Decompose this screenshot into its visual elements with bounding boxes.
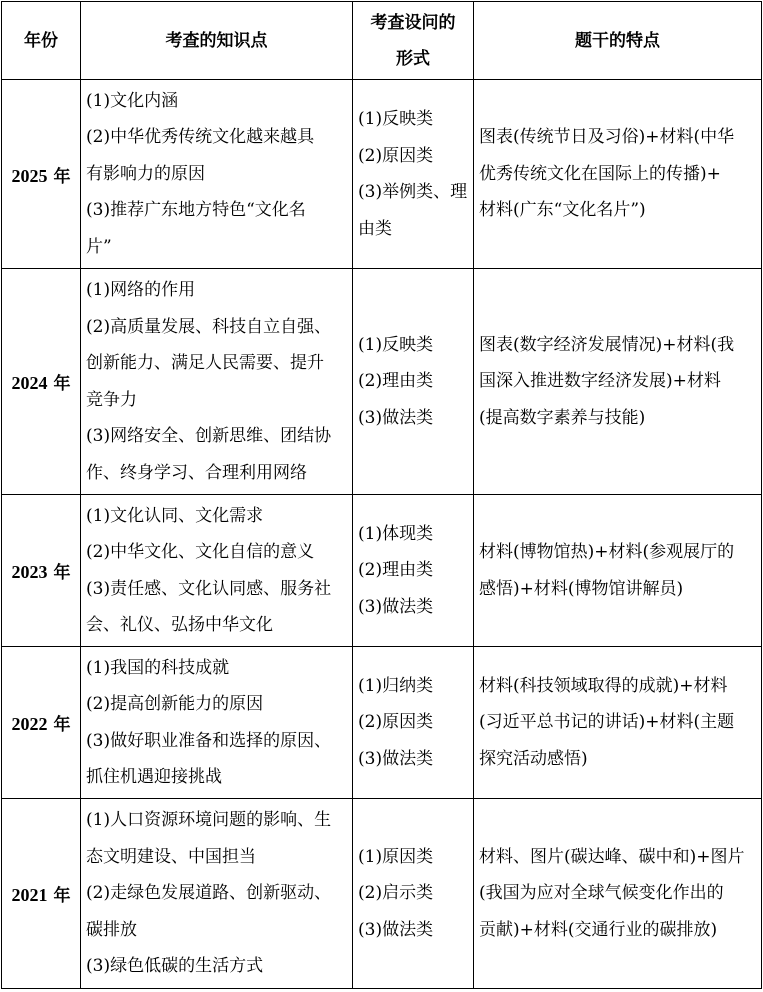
knowledge-line: 片” [86, 236, 112, 257]
features-line: 探究活动感悟) [479, 748, 588, 769]
header-row [2, 2, 762, 80]
question-form-line: (1)反映类 [358, 109, 434, 129]
knowledge-line: (2)高质量发展、科技自立自强、 [86, 316, 332, 337]
knowledge-line: (2)提高创新能力的原因 [86, 694, 264, 714]
knowledge-line: (1)人口资源环境问题的影响、生 [86, 810, 332, 831]
table-row [2, 799, 762, 989]
header-knowledge-text: 考查的知识点 [165, 30, 268, 51]
year-number: 2021 [11, 885, 48, 905]
knowledge-line: (1)网络的作用 [86, 280, 196, 300]
features-line: 材料(科技领域取得的成就)+材料 [479, 675, 728, 696]
knowledge-line: 会、礼仪、弘扬中华文化 [86, 615, 273, 635]
knowledge-cell [81, 495, 353, 647]
features-line: 图表(传统节日及习俗)+材料(中华 [479, 127, 735, 148]
header-year [2, 2, 81, 80]
question-form-cell [353, 269, 474, 495]
table-body [2, 80, 762, 989]
knowledge-line: 抓住机遇迎接挑战 [86, 767, 222, 787]
features-cell [474, 495, 762, 647]
knowledge-line: (3)做好职业准备和选择的原因、 [86, 730, 332, 751]
question-form-line: (3)做法类 [358, 919, 434, 940]
header-question-form-line1: 考查设问的 [370, 12, 456, 33]
question-form-line: (2)理由类 [358, 371, 434, 392]
features-line: 材料(广东“文化名片”) [479, 200, 646, 221]
question-form-line: (2)启示类 [358, 883, 434, 904]
features-line: (习近平总书记的讲话)+材料(主题 [479, 712, 735, 733]
knowledge-line: (2)中华优秀传统文化越来越具 [86, 127, 315, 148]
year-cell [2, 269, 81, 495]
header-question-form-line2: 形式 [396, 48, 430, 69]
features-line: 图表(数字经济发展情况)+材料(我 [479, 334, 735, 355]
knowledge-line: (2)中华文化、文化自信的意义 [86, 542, 315, 562]
header-features-text: 题干的特点 [575, 30, 660, 51]
features-line: (提高数字素养与技能) [479, 407, 646, 428]
table-row [2, 647, 762, 799]
knowledge-line: 作、终身学习、合理利用网络 [86, 462, 307, 483]
features-line: 材料、图片(碳达峰、碳中和)+图片 [479, 846, 745, 867]
question-form-cell [353, 495, 474, 647]
features-cell [474, 80, 762, 269]
knowledge-cell [81, 269, 353, 495]
header-question-form [353, 2, 474, 80]
features-cell [474, 647, 762, 799]
knowledge-line: 态文明建设、中国担当 [86, 846, 256, 867]
question-form-line: 由类 [358, 218, 392, 239]
features-line: 材料(博物馆热)+材料(参观展厅的 [479, 542, 735, 562]
year-suffix: 年 [53, 374, 71, 394]
question-form-cell [353, 647, 474, 799]
knowledge-line: 创新能力、满足人民需要、提升 [86, 353, 324, 373]
question-form-line: (2)原因类 [358, 712, 434, 733]
table-row [2, 269, 762, 495]
year-number: 2023 [11, 562, 48, 582]
year-number: 2022 [11, 714, 48, 734]
knowledge-cell [81, 647, 353, 799]
knowledge-cell [81, 80, 353, 269]
knowledge-line: (1)我国的科技成就 [86, 657, 230, 678]
exam-analysis-table [1, 1, 762, 989]
year-suffix: 年 [53, 886, 71, 906]
year-suffix: 年 [53, 715, 71, 735]
header-year-text: 年份 [24, 30, 58, 51]
table-row [2, 80, 762, 269]
question-form-line: (3)做法类 [358, 407, 434, 428]
header-features [474, 2, 762, 80]
question-form-line: (2)原因类 [358, 145, 434, 166]
question-form-cell [353, 80, 474, 269]
knowledge-line: (3)网络安全、创新思维、团结协 [86, 426, 332, 446]
question-form-line: (1)反映类 [358, 334, 434, 355]
knowledge-line: 碳排放 [86, 919, 137, 940]
year-cell [2, 495, 81, 647]
features-line: 优秀传统文化在国际上的传播)+ [479, 163, 721, 184]
year-number: 2024 [11, 373, 48, 393]
knowledge-line: (2)走绿色发展道路、创新驱动、 [86, 883, 332, 904]
question-form-line: (1)归纳类 [358, 675, 434, 696]
year-number: 2025 [11, 165, 48, 186]
year-cell [2, 80, 81, 269]
knowledge-line: (3)绿色低碳的生活方式 [86, 956, 264, 977]
features-cell [474, 799, 762, 989]
year-suffix: 年 [53, 166, 71, 187]
table-row [2, 495, 762, 647]
question-form-cell [353, 799, 474, 989]
question-form-line: (2)理由类 [358, 560, 434, 581]
knowledge-line: (3)推荐广东地方特色“文化名 [86, 200, 306, 221]
year-cell [2, 799, 81, 989]
question-form-line: (1)原因类 [358, 846, 434, 867]
question-form-line: (3)举例类、理 [358, 182, 468, 202]
question-form-line: (3)做法类 [358, 596, 434, 617]
knowledge-line: 有影响力的原因 [86, 163, 205, 184]
knowledge-line: (1)文化内涵 [86, 90, 179, 111]
knowledge-line: (1)文化认同、文化需求 [86, 505, 264, 526]
features-cell [474, 269, 762, 495]
knowledge-line: 竞争力 [86, 389, 137, 410]
year-suffix: 年 [53, 563, 71, 583]
year-cell [2, 647, 81, 799]
question-form-line: (3)做法类 [358, 748, 434, 769]
knowledge-line: (3)责任感、文化认同感、服务社 [86, 578, 332, 599]
features-line: 感悟)+材料(博物馆讲解员) [479, 578, 684, 599]
knowledge-cell [81, 799, 353, 989]
question-form-line: (1)体现类 [358, 523, 434, 544]
features-line: 贡献)+材料(交通行业的碳排放) [479, 919, 718, 940]
header-knowledge [81, 2, 353, 80]
features-line: (我国为应对全球气候变化作出的 [479, 883, 724, 904]
features-line: 国深入推进数字经济发展)+材料 [479, 371, 721, 392]
